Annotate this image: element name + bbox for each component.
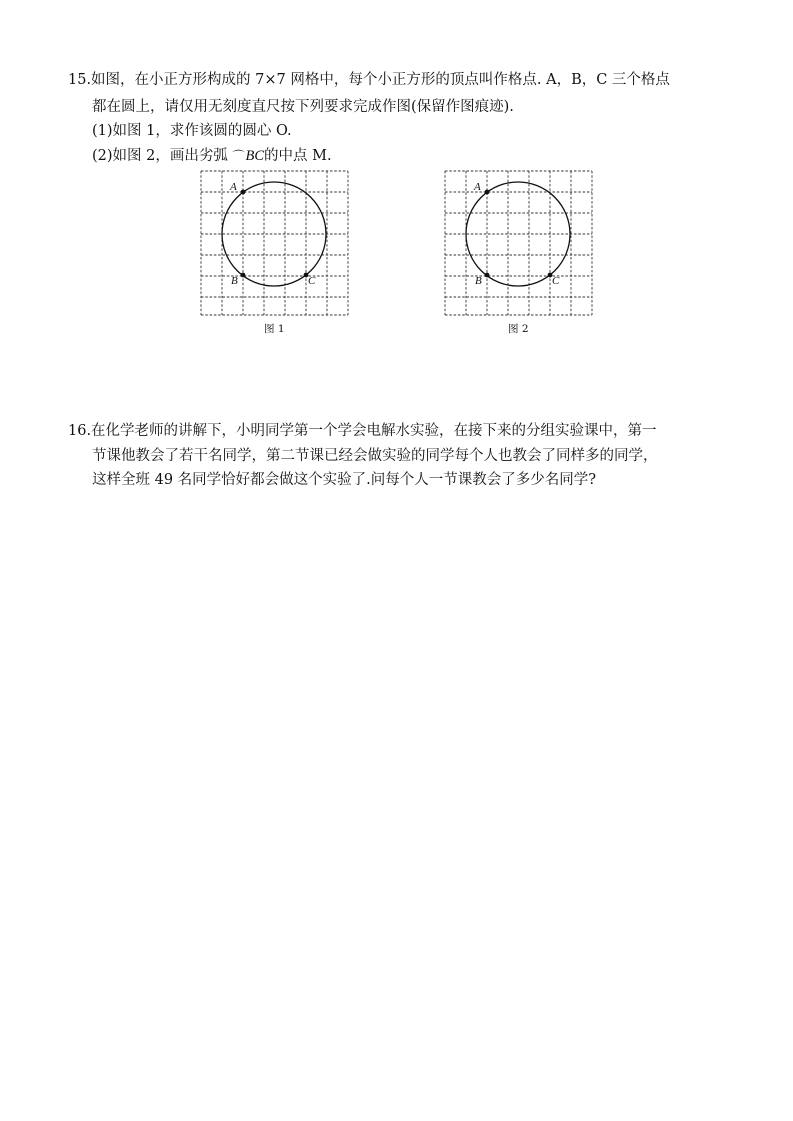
point-a: [241, 190, 246, 195]
point-b: [485, 273, 490, 278]
figure-1-grid: [199, 169, 350, 318]
label-c: C: [552, 275, 560, 287]
label-b: B: [231, 275, 238, 287]
q15-part2-prefix: (2)如图 2，画出劣弧: [92, 148, 233, 164]
arc-symbol: ⌒: [232, 149, 245, 163]
label-a: A: [230, 181, 237, 193]
q16-line2: 节课他教会了若干名同学，第二节课已经会做实验的同学每个人也教会了同样多的同学，: [92, 448, 658, 464]
q15-line1: 15.如图，在小正方形构成的 7×7 网格中，每个小正方形的顶点叫作格点. A，B，C 三个格点: [68, 72, 670, 88]
label-b: B: [475, 275, 482, 287]
point-b: [241, 273, 246, 278]
q16-line1: 16.在化学老师的讲解下，小明同学第一个学会电解水实验，在接下来的分组实验课中，第一: [68, 423, 657, 439]
figure-2-caption: 图 2: [508, 323, 529, 335]
label-a: A: [474, 181, 481, 193]
figure-2-grid: [443, 169, 594, 318]
q15-part2-arc-label: BC: [245, 148, 265, 164]
point-a: [485, 190, 490, 195]
label-c: C: [308, 275, 316, 287]
q15-part1: (1)如图 1，求作该圆的圆心 O.: [92, 123, 292, 139]
q15-part2: [92, 146, 332, 166]
figure-1-caption: 图 1: [264, 323, 285, 335]
q15-part2-suffix: 的中点 M.: [264, 148, 332, 164]
q15-line2: 都在圆上，请仅用无刻度直尺按下列要求完成作图(保留作图痕迹).: [92, 99, 514, 115]
q16-line3: 这样全班 49 名同学恰好都会做这个实验了.问每个人一节课教会了多少名同学?: [92, 472, 597, 488]
